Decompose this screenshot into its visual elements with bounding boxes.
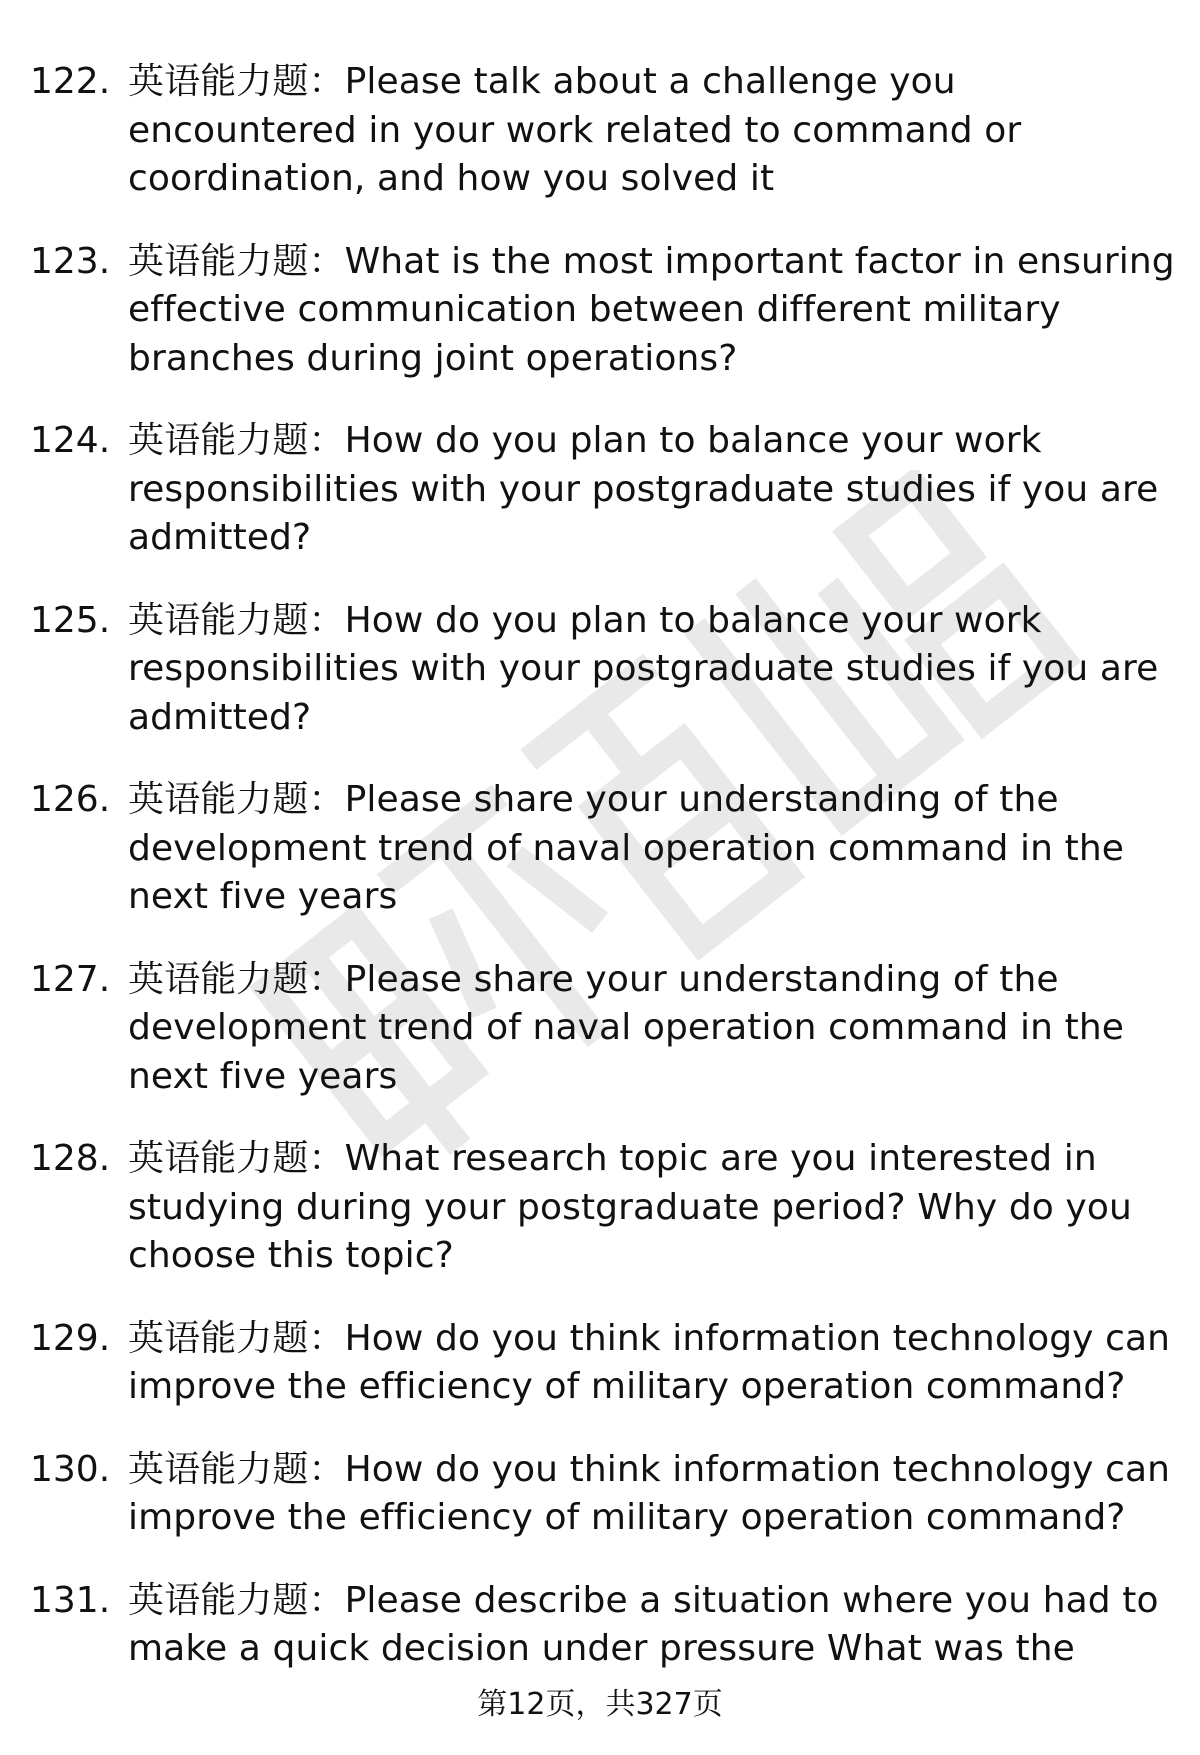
question-tag: 英语能力题： [128, 1448, 345, 1490]
question-number: 122. [30, 61, 111, 102]
question-item [30, 417, 1180, 563]
question-item [30, 58, 1180, 204]
question-tag: 英语能力题： [128, 599, 345, 641]
question-item [30, 597, 1180, 743]
question-number: 130. [30, 1448, 111, 1490]
question-number: 129. [30, 1317, 111, 1359]
question-text: Please share your understanding of the development trend of naval operation command in the next five years [128, 779, 1124, 917]
question-number: 128. [30, 1138, 111, 1179]
question-item [30, 776, 1180, 922]
question-text: How do you plan to balance your work responsibilities with your postgraduate studies if you are admitted? [128, 420, 1159, 558]
question-body [128, 1315, 1180, 1412]
question-text: How do you plan to balance your work responsibilities with your postgraduate studies if you are admitted? [128, 599, 1159, 738]
question-item [30, 1135, 1180, 1281]
question-text: How do you think information technology can improve the efficiency of military operation command? [128, 1317, 1171, 1407]
page-footer: 第12页，共327页 [477, 1687, 723, 1722]
question-text: What is the most important factor in ensuring effective communication between different military branches during joint operations? [128, 240, 1175, 379]
question-number: 127. [30, 958, 111, 1000]
question-text: Please share your understanding of the development trend of naval operation command in the next five years [128, 958, 1124, 1097]
question-number: 125. [30, 599, 111, 641]
question-item [30, 1577, 1180, 1674]
question-item [30, 238, 1180, 384]
question-tag: 英语能力题： [128, 1138, 345, 1179]
question-text: Please talk about a challenge you encountered in your work related to command or coordination, and how you solved it [128, 61, 1022, 199]
question-body [128, 1577, 1180, 1674]
question-text: How do you think information technology can improve the efficiency of military operation command? [128, 1448, 1171, 1538]
question-body [128, 776, 1180, 922]
question-body [128, 597, 1180, 743]
question-item [30, 1315, 1180, 1412]
question-body [128, 1135, 1180, 1281]
question-number: 123. [30, 240, 111, 282]
question-tag: 英语能力题： [128, 958, 345, 1000]
question-body [128, 58, 1180, 204]
question-list [30, 58, 1180, 1708]
question-body [128, 1446, 1180, 1543]
question-text: Please describe a situation where you had to make a quick decision under pressure What was the [128, 1579, 1159, 1669]
question-item [30, 956, 1180, 1102]
question-body [128, 417, 1180, 563]
question-tag: 英语能力题： [128, 420, 345, 461]
question-tag: 英语能力题： [128, 1579, 345, 1621]
question-number: 124. [30, 420, 111, 461]
question-text: What research topic are you interested in studying during your postgraduate period? Why do you choose this topic? [128, 1138, 1132, 1276]
question-item [30, 1446, 1180, 1543]
question-tag: 英语能力题： [128, 240, 345, 282]
question-body [128, 238, 1180, 384]
question-tag: 英语能力题： [128, 1317, 345, 1359]
question-tag: 英语能力题： [128, 779, 345, 820]
question-body [128, 956, 1180, 1102]
question-number: 126. [30, 779, 111, 820]
question-tag: 英语能力题： [128, 61, 345, 102]
question-number: 131. [30, 1579, 111, 1621]
